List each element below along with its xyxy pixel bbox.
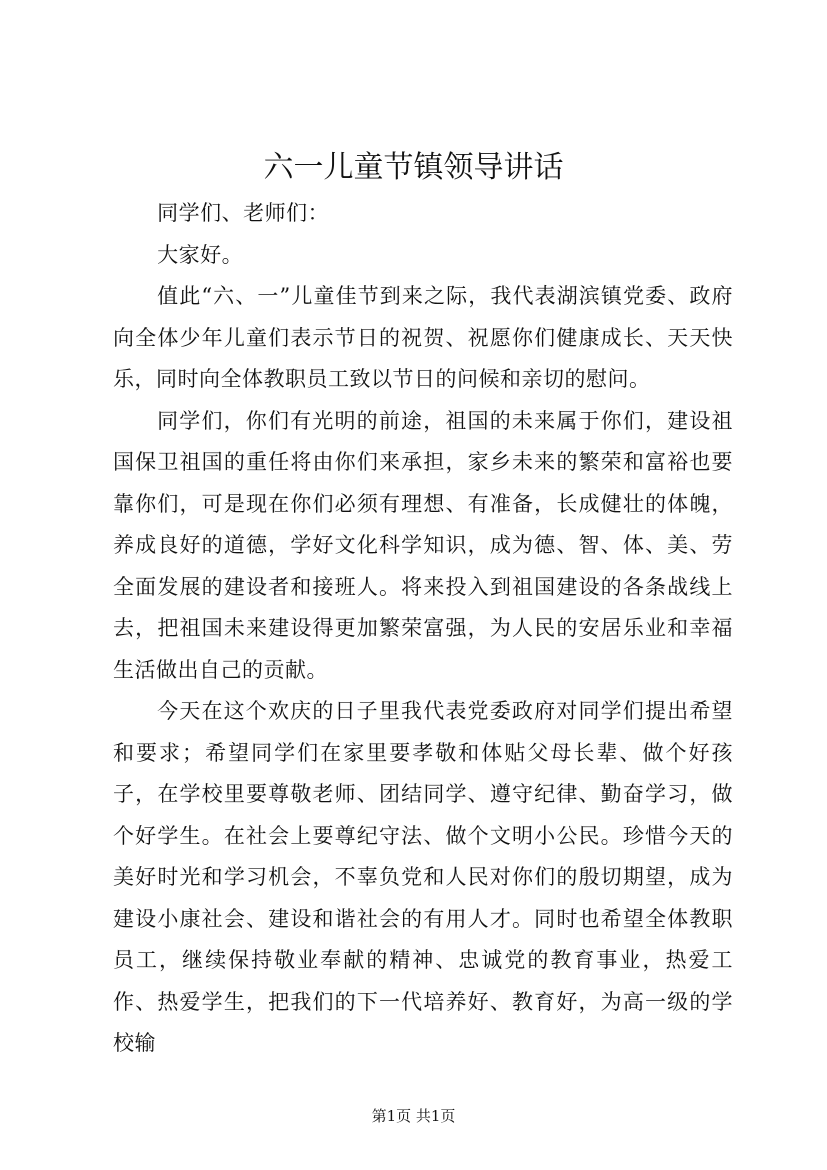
body-paragraph: 值此“六、一”儿童佳节到来之际，我代表湖滨镇党委、政府向全体少年儿童们表示节日的祝贺、祝愿你们健康成长、天天快乐，同时向全体教职员工致以节日的问候和亲切的慰问。	[113, 284, 733, 391]
greeting-paragraph: 同学们、老师们：	[157, 201, 330, 225]
document-title: 六一儿童节镇领导讲话	[263, 150, 564, 185]
document-body	[113, 193, 733, 1065]
salutation-paragraph: 大家好。	[157, 242, 244, 267]
page-footer: 第1页 共1页	[371, 1107, 456, 1125]
body-paragraph: 同学们，你们有光明的前途，祖国的未来属于你们，建设祖国保卫祖国的重任将由你们来承担，家乡未来的繁荣和富裕也要靠你们，可是现在你们必须有理想、有准备，长成健壮的体魄，养成良好的道德，学好文化科学知识，成为德、智、体、美、劳全面发展的建设者和接班人。将来投入到祖国建设的各条战线上去，把祖国未来建设得更加繁荣富强，为人民的安居乐业和幸福生活做出自己的贡献。	[113, 408, 733, 682]
body-paragraph: 今天在这个欢庆的日子里我代表党委政府对同学们提出希望和要求；希望同学们在家里要孝敬和体贴父母长辈、做个好孩子，在学校里要尊敬老师、团结同学、遵守纪律、勤奋学习，做个好学生。在社会上要尊纪守法、做个文明小公民。珍惜今天的美好时光和学习机会，不辜负党和人民对你们的殷切期望，成为建设小康社会、建设和谐社会的有用人才。同时也希望全体教职员工，继续保持敬业奉献的精神、忠诚党的教育事业，热爱工作、热爱学生，把我们的下一代培养好、教育好，为高一级的学校输	[113, 699, 733, 1055]
